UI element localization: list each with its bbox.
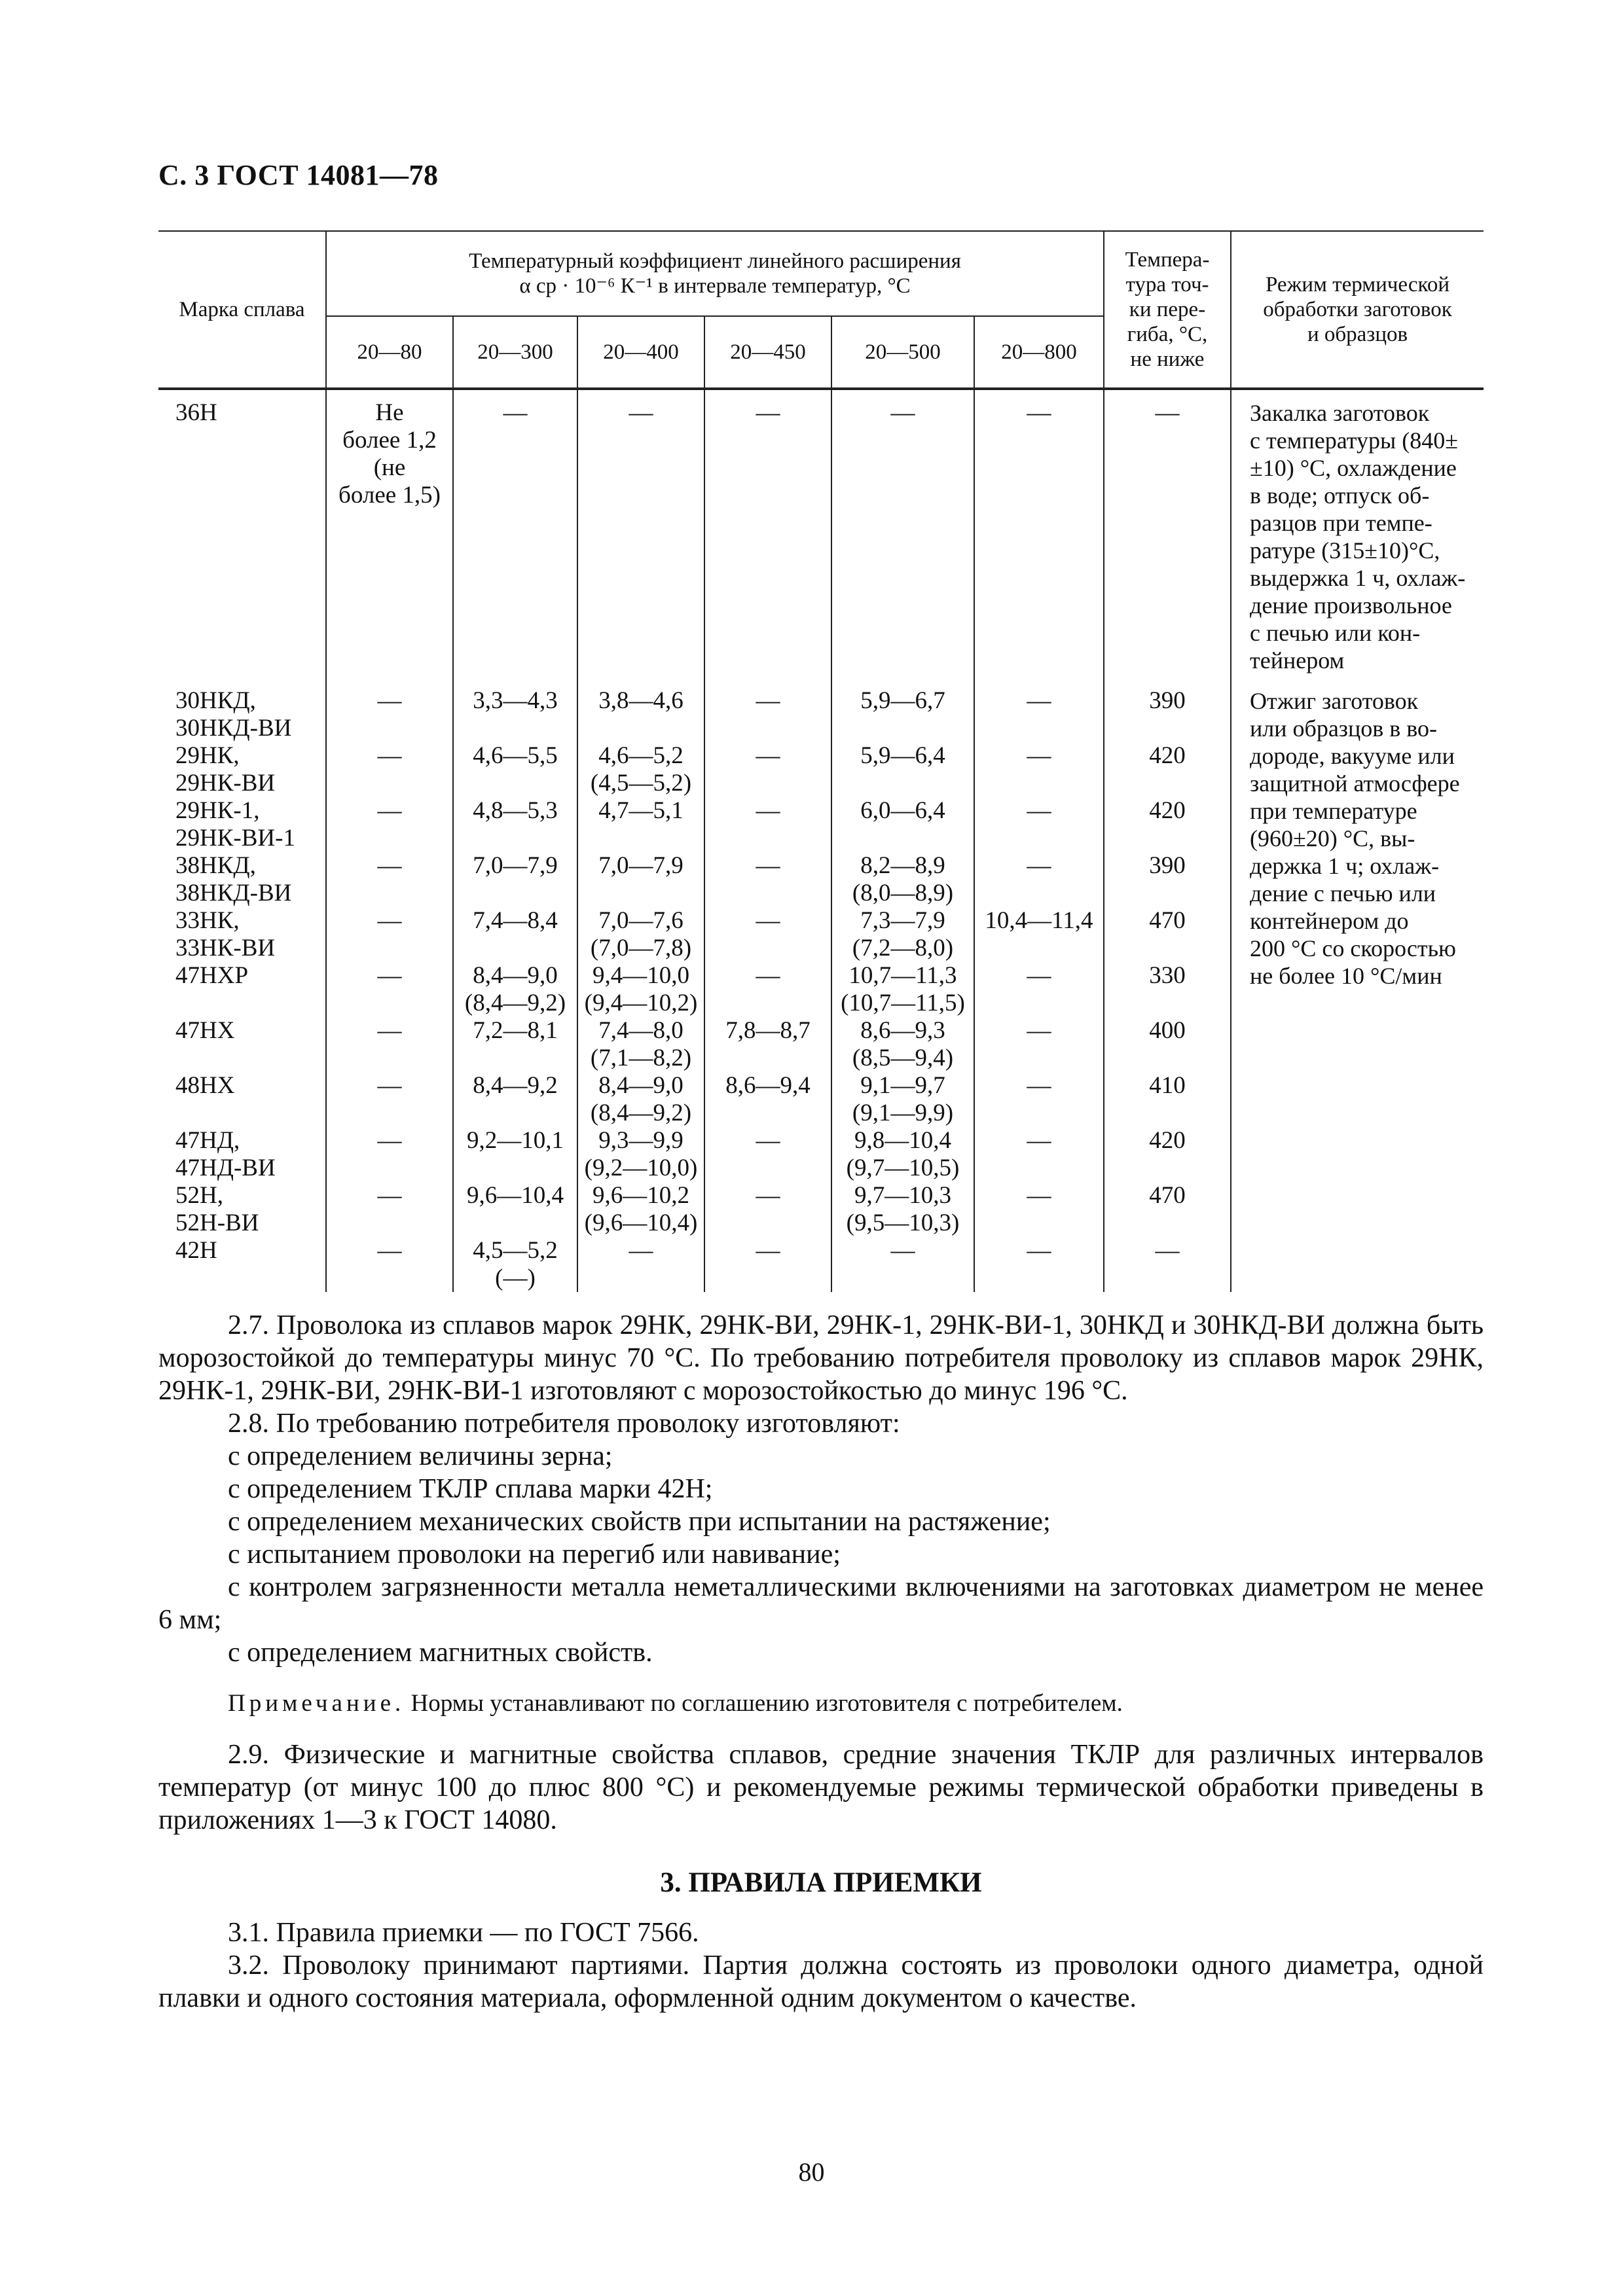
value-20-80: — (326, 962, 453, 1017)
value-line: (9,4—10,2) (584, 990, 698, 1016)
mode-header-line: и образцов (1307, 323, 1408, 346)
value-line: 7,0—7,9 (473, 852, 558, 879)
table-row (158, 679, 1484, 742)
mode-line: защитной атмосфере (1250, 770, 1460, 797)
paragraph-2-7: 2.7. Проволока из сплавов марок 29НК, 29НК-ВИ, 29НК-1, 29НК-ВИ-1, 30НКД и 30НКД-ВИ должна быть морозостойкой до температуры минус 70 °С. По требованию потребителя проволоку из сплавов марок 29НК, 29НК-1, 29НК-ВИ, 29НК-ВИ-1 изготовляют с морозостойкостью до минус 196 °С. (158, 1310, 1484, 1406)
value-20-500 (831, 679, 974, 742)
heat-mode-text (1231, 389, 1484, 679)
value-line: более 1,5) (338, 482, 441, 509)
alloy-mark-line: 33НК, (175, 907, 240, 934)
value-line: 4,6—5,5 (473, 742, 558, 769)
value-line: 9,3—9,9 (598, 1127, 684, 1154)
col-header-range: 20—300 (453, 316, 577, 389)
value-line: (9,1—9,9) (852, 1100, 954, 1126)
value-line: (7,0—7,8) (590, 935, 692, 961)
value-line: 7,3—7,9 (860, 907, 945, 934)
mode-line: дение с печью или (1250, 880, 1436, 906)
list-item: с определением механических свойств при испытании на растяжение; (228, 1507, 1051, 1537)
value-20-450: — (704, 679, 831, 742)
mode-header-line: Режим термической (1266, 273, 1450, 296)
value-line: 7,0—7,9 (598, 852, 684, 879)
mode-line: тейнером (1250, 647, 1345, 673)
value-line: (8,4—9,2) (590, 1100, 692, 1126)
value-20-500 (831, 797, 974, 852)
temp-header-line: тура точ- (1125, 273, 1209, 296)
alloy-mark (158, 852, 326, 907)
value-dash: — (831, 389, 974, 679)
alloy-mark-line: 47НХР (175, 962, 249, 989)
value-line: (9,2—10,0) (584, 1155, 698, 1181)
bend-temperature: 420 (1104, 742, 1231, 797)
requirements-list (158, 1440, 1484, 1669)
value-line: 8,6—9,3 (860, 1017, 945, 1044)
bend-temperature: — (1104, 1237, 1231, 1292)
value-line: 3,3—4,3 (473, 687, 558, 714)
value-20-400 (577, 907, 704, 962)
list-item: с определением магнитных свойств. (228, 1638, 653, 1668)
col-header-range: 20—450 (704, 316, 831, 389)
paragraph-2-9: 2.9. Физические и магнитные свойства сплавов, средние значения ТКЛР для различных интервалов температур (от минус 100 до плюс 800 °С) и рекомендуемые режимы термической обработки приведены в приложениях 1—3 к ГОСТ 14080. (158, 1740, 1484, 1835)
note-text: Нормы устанавливают по соглашению изготовителя с потребителем. (405, 1690, 1123, 1717)
value-20-800: — (974, 852, 1104, 907)
value-20-450: 7,8—8,7 (704, 1017, 831, 1072)
value-20-400 (577, 1072, 704, 1127)
value-line: 8,4—9,0 (598, 1072, 684, 1099)
paragraph-3-2: 3.2. Проволоку принимают партиями. Партия должна состоять из проволоки одного диаметра, одной плавки и одного состояния материала, оформленной одним документом о качестве. (158, 1950, 1484, 2013)
note (158, 1689, 1484, 1719)
alloy-mark-line: 30НКД-ВИ (175, 715, 292, 742)
value-line: (9,7—10,5) (846, 1155, 960, 1181)
mode-line: ратуре (315±10)°С, (1250, 537, 1440, 564)
value-20-80: — (326, 1127, 453, 1182)
value-line: (7,2—8,0) (852, 935, 954, 961)
mode-line: выдержка 1 ч, охлаж- (1250, 565, 1466, 591)
value-line: (9,5—10,3) (846, 1210, 960, 1236)
mode-line: при температуре (1250, 798, 1417, 824)
section-2-text (158, 1309, 1484, 2015)
alloy-mark-line: 52Н-ВИ (175, 1210, 259, 1236)
value-20-400 (577, 1127, 704, 1182)
alloy-mark-line: 38НКД, (175, 852, 256, 879)
bend-temperature: 470 (1104, 1182, 1231, 1237)
col-header-range: 20—80 (326, 316, 453, 389)
value-20-500 (831, 962, 974, 1017)
value-20-800: 10,4—11,4 (974, 907, 1104, 962)
value-20-500 (831, 1237, 974, 1292)
value-line: (4,5—5,2) (590, 770, 692, 797)
value-dash: — (577, 389, 704, 679)
alloy-mark-line: 33НК-ВИ (175, 935, 276, 961)
value-20-400 (577, 679, 704, 742)
alloy-mark-line: 47НХ (175, 1017, 235, 1044)
section-3-title: 3. ПРАВИЛА ПРИЕМКИ (660, 1867, 982, 1898)
value-20-400 (577, 742, 704, 797)
col-header-range: 20—800 (974, 316, 1104, 389)
temp-header-line: ки пере- (1129, 298, 1206, 321)
alloy-mark (158, 1017, 326, 1072)
value-line: — (890, 1237, 915, 1264)
value-line: 9,4—10,0 (593, 962, 689, 989)
value-line: 7,0—7,6 (598, 907, 684, 934)
heat-mode-text (1231, 679, 1484, 1292)
list-item: с контролем загрязненности металла неметаллическими включениями на заготовках диаметром не менее 6 мм; (158, 1572, 1484, 1635)
mode-line: или образцов в во- (1250, 715, 1438, 742)
value-line: (10,7—11,5) (841, 990, 965, 1016)
mode-line: не более 10 °С/мин (1250, 963, 1442, 989)
alloy-mark: 36Н (175, 399, 217, 426)
value-20-300 (453, 962, 577, 1017)
value-20-80: — (326, 679, 453, 742)
value-20-400 (577, 962, 704, 1017)
value-20-80: — (326, 1017, 453, 1072)
alloy-mark (158, 1127, 326, 1182)
value-20-300 (453, 1017, 577, 1072)
value-line: (не (373, 454, 406, 481)
value-line: 8,2—8,9 (860, 852, 945, 879)
value-line: 9,8—10,4 (854, 1127, 951, 1154)
value-line: 9,1—9,7 (860, 1072, 945, 1099)
mode-line: дение произвольное (1250, 592, 1452, 619)
alloy-mark (158, 1072, 326, 1127)
alloy-mark (158, 797, 326, 852)
col-header-mark: Марка сплава (158, 231, 326, 389)
alloy-mark (158, 742, 326, 797)
col-header-heat-mode (1231, 231, 1484, 389)
value-20-300 (453, 742, 577, 797)
value-20-800: — (974, 1127, 1104, 1182)
alloy-mark (158, 907, 326, 962)
value-20-450: — (704, 1237, 831, 1292)
value-20-80: — (326, 852, 453, 907)
value-20-500 (831, 1072, 974, 1127)
value-line: 9,2—10,1 (467, 1127, 564, 1154)
mode-line: дороде, вакууме или (1250, 743, 1455, 769)
value-line: (9,6—10,4) (584, 1210, 698, 1236)
value-20-800: — (974, 1182, 1104, 1237)
alloy-mark-line: 29НК, (175, 742, 240, 769)
value-dash: — (453, 389, 577, 679)
value-20-450: — (704, 742, 831, 797)
value-line: 8,4—9,0 (473, 962, 558, 989)
value-dash: — (974, 389, 1104, 679)
value-line: 8,4—9,2 (473, 1072, 558, 1099)
value-line: 5,9—6,7 (860, 687, 945, 714)
value-20-450: — (704, 962, 831, 1017)
bend-temperature: 410 (1104, 1072, 1231, 1127)
alloy-mark-line: 29НК-1, (175, 797, 260, 824)
temp-header-line: не ниже (1130, 348, 1205, 371)
value-20-450: — (704, 907, 831, 962)
value-20-800: — (974, 1017, 1104, 1072)
temp-header-line: гиба, °С, (1127, 323, 1208, 346)
value-20-400 (577, 852, 704, 907)
value-20-800: — (974, 679, 1104, 742)
value-20-300 (453, 1072, 577, 1127)
alloy-mark-line: 30НКД, (175, 687, 256, 714)
value-20-80: — (326, 1237, 453, 1292)
value-line: 6,0—6,4 (860, 797, 945, 824)
mode-line: с печью или кон- (1250, 620, 1421, 646)
value-dash: — (704, 389, 831, 679)
mode-line: 200 °С со скоростью (1250, 935, 1456, 961)
value-20-400 (577, 1182, 704, 1237)
alloy-mark-line: 38НКД-ВИ (175, 880, 292, 906)
bend-temperature: 420 (1104, 1127, 1231, 1182)
alloy-mark-line: 52Н, (175, 1182, 223, 1209)
value-20-400 (577, 1017, 704, 1072)
page-number: 80 (798, 2157, 825, 2187)
value-20-800: — (974, 742, 1104, 797)
value-20-80 (326, 389, 453, 679)
mode-line: (960±20) °С, вы- (1250, 825, 1415, 852)
alloy-mark-line: 47НД, (175, 1127, 240, 1154)
value-line: 10,7—11,3 (848, 962, 957, 989)
value-20-500 (831, 907, 974, 962)
value-20-80: — (326, 1072, 453, 1127)
mode-line: разцов при темпе- (1250, 510, 1432, 536)
mode-header-line: обработки заготовок (1263, 298, 1452, 321)
value-20-450: 8,6—9,4 (704, 1072, 831, 1127)
value-20-800: — (974, 1237, 1104, 1292)
mode-line: Закалка заготовок (1250, 400, 1430, 426)
value-line: 4,8—5,3 (473, 797, 558, 824)
col-header-bend-temp (1104, 231, 1231, 389)
value-20-80: — (326, 797, 453, 852)
value-20-450: — (704, 797, 831, 852)
bend-temperature: 390 (1104, 679, 1231, 742)
value-line: более 1,2 (342, 427, 437, 454)
bend-temperature: 400 (1104, 1017, 1231, 1072)
value-20-300 (453, 797, 577, 852)
note-label: Примечание. (228, 1690, 405, 1717)
temp-header-line: Темпера- (1125, 248, 1210, 272)
value-20-450: — (704, 1127, 831, 1182)
list-item: с определением величины зерна; (228, 1441, 613, 1471)
value-line: 3,8—4,6 (598, 687, 684, 714)
alloy-mark (158, 679, 326, 742)
value-line: (8,0—8,9) (852, 880, 954, 906)
value-20-80: — (326, 1182, 453, 1237)
value-20-500 (831, 1127, 974, 1182)
value-20-400 (577, 1237, 704, 1292)
value-20-300 (453, 1182, 577, 1237)
value-line: 7,4—8,0 (598, 1017, 684, 1044)
value-20-800: — (974, 962, 1104, 1017)
bend-temperature: 470 (1104, 907, 1231, 962)
value-20-500 (831, 1182, 974, 1237)
page-header: С. 3 ГОСТ 14081—78 (158, 159, 439, 191)
value-20-300 (453, 1237, 577, 1292)
mode-line: ±10) °С, охлаждение (1250, 455, 1457, 481)
value-line: 4,5—5,2 (473, 1237, 558, 1264)
bend-temperature: 420 (1104, 797, 1231, 852)
mode-line: в воде; отпуск об- (1250, 482, 1430, 509)
value-line: 4,7—5,1 (598, 797, 684, 824)
value-20-800: — (974, 797, 1104, 852)
value-20-300 (453, 679, 577, 742)
bend-temperature: 390 (1104, 852, 1231, 907)
value-line: 7,2—8,1 (473, 1017, 558, 1044)
value-line: 4,6—5,2 (598, 742, 684, 769)
value-line: (7,1—8,2) (590, 1045, 692, 1071)
col-header-range: 20—500 (831, 316, 974, 389)
value-line: (—) (495, 1265, 536, 1291)
col-header-coefficient: Температурный коэффициент линейного расширения α ср · 10⁻⁶ К⁻¹ в интервале температур, °С (326, 231, 1104, 316)
mode-line: с температуры (840± (1250, 427, 1458, 454)
mode-line: держка 1 ч; охлаж- (1250, 853, 1440, 879)
list-item: с определением ТКЛР сплава марки 42Н; (228, 1474, 713, 1504)
mode-line: Отжиг заготовок (1250, 688, 1419, 714)
bend-temperature: 330 (1104, 962, 1231, 1017)
value-20-80: — (326, 742, 453, 797)
value-20-800: — (974, 1072, 1104, 1127)
alloy-mark (158, 1237, 326, 1292)
value-20-450: — (704, 1182, 831, 1237)
alloy-mark-line: 29НК-ВИ (175, 770, 276, 797)
value-dash: — (1104, 389, 1231, 679)
alloy-mark-line: 42Н (175, 1237, 217, 1264)
value-line: — (629, 1237, 653, 1264)
paragraph-2-8: 2.8. По требованию потребителя проволоку изготовляют: (228, 1408, 900, 1439)
alloy-mark-line: 29НК-ВИ-1 (175, 825, 295, 852)
value-line: 9,7—10,3 (854, 1182, 951, 1209)
alloy-mark-line: 47НД-ВИ (175, 1155, 276, 1181)
value-20-80: — (326, 907, 453, 962)
alloy-mark-line: 48НХ (175, 1072, 235, 1099)
value-line: 9,6—10,2 (593, 1182, 689, 1209)
col-header-range: 20—400 (577, 316, 704, 389)
value-line: 5,9—6,4 (860, 742, 945, 769)
list-item: с испытанием проволоки на перегиб или навивание; (228, 1539, 841, 1570)
value-20-300 (453, 852, 577, 907)
properties-table (158, 230, 1484, 1292)
value-20-500 (831, 1017, 974, 1072)
value-20-400 (577, 797, 704, 852)
value-line: (8,5—9,4) (852, 1045, 954, 1071)
value-line: 9,6—10,4 (467, 1182, 564, 1209)
value-line: 7,4—8,4 (473, 907, 558, 934)
value-20-500 (831, 742, 974, 797)
mode-line: контейнером до (1250, 908, 1409, 934)
table-row (158, 389, 1484, 679)
alloy-mark (158, 1182, 326, 1237)
value-line: (8,4—9,2) (464, 990, 566, 1016)
value-20-300 (453, 1127, 577, 1182)
paragraph-3-1: 3.1. Правила приемки — по ГОСТ 7566. (228, 1918, 699, 1948)
alloy-mark (158, 962, 326, 1017)
value-20-300 (453, 907, 577, 962)
value-line: Не (375, 399, 404, 426)
value-20-450: — (704, 852, 831, 907)
value-20-500 (831, 852, 974, 907)
